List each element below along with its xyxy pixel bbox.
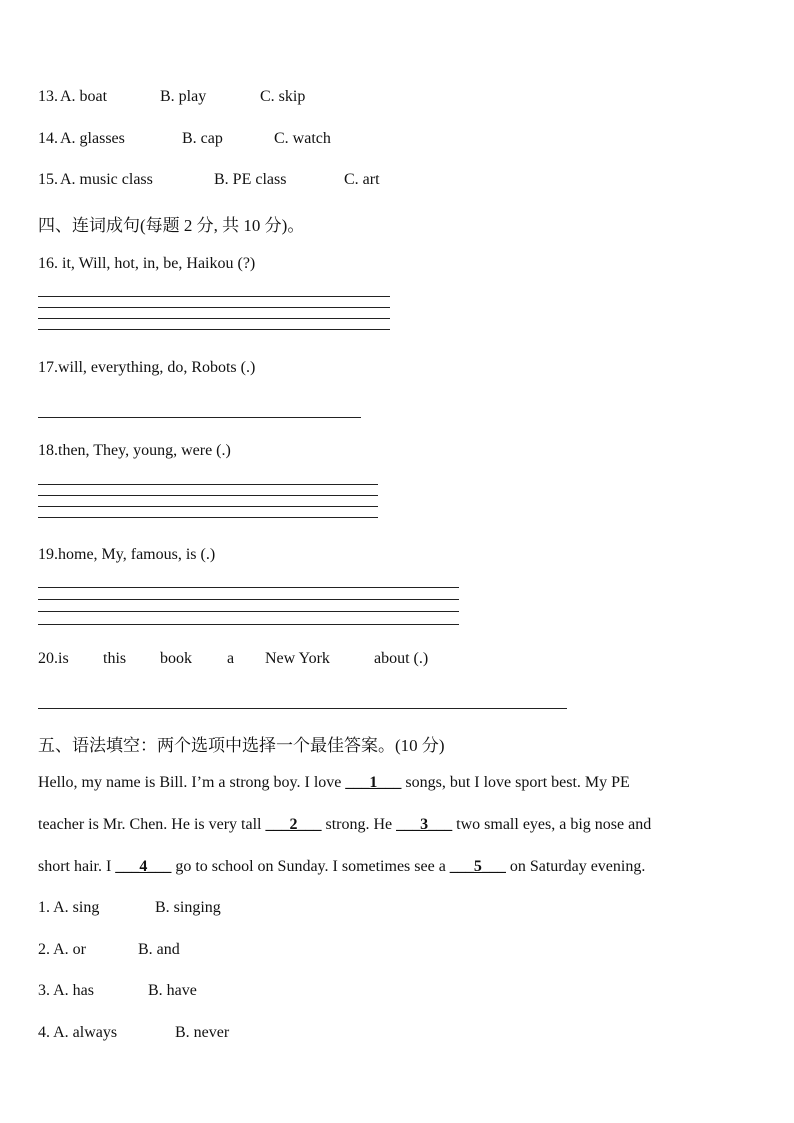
q13-number: 13. — [38, 88, 58, 105]
answer-line — [38, 495, 378, 496]
q14-option-b: B. cap — [182, 130, 223, 147]
q14-option-a: A. glasses — [60, 130, 125, 147]
answer-line — [38, 296, 390, 297]
blank-4[interactable]: ___4___ — [115, 858, 172, 875]
q20-word: about (.) — [374, 650, 429, 667]
passage-line-2 — [38, 816, 651, 834]
passage-text: two small eyes, a big nose and — [452, 816, 652, 833]
option-b[interactable]: B. and — [138, 941, 180, 958]
question-16: 16. it, Will, hot, in, be, Haikou (?) — [38, 255, 256, 272]
option-b[interactable]: B. never — [175, 1024, 230, 1041]
question-17: 17.will, everything, do, Robots (.) — [38, 359, 256, 376]
q14-number: 14. — [38, 130, 58, 147]
option-a[interactable]: 3. A. has — [38, 982, 94, 999]
option-a[interactable]: 1. A. sing — [38, 899, 100, 916]
answer-line — [38, 708, 567, 709]
passage-text: short hair. I — [38, 858, 116, 875]
question-19: 19.home, My, famous, is (.) — [38, 546, 216, 563]
answer-line — [38, 624, 459, 625]
q13-option-c: C. skip — [260, 88, 306, 105]
blank-2[interactable]: ___2___ — [265, 816, 322, 833]
q20-word: New York — [265, 650, 330, 667]
q15-number: 15. — [38, 171, 58, 188]
option-b[interactable]: B. have — [148, 982, 197, 999]
section4-heading: 四、连词成句(每题 2 分, 共 10 分)。 — [38, 216, 305, 235]
option-a[interactable]: 2. A. or — [38, 941, 86, 958]
passage-line-3 — [38, 858, 645, 876]
question-18: 18.then, They, young, were (.) — [38, 442, 231, 459]
answer-line — [38, 587, 459, 588]
blank-3[interactable]: ___3___ — [396, 816, 453, 833]
passage-text: go to school on Sunday. I sometimes see a — [171, 858, 450, 875]
passage-text: on Saturday evening. — [505, 858, 646, 875]
answer-line — [38, 417, 361, 418]
passage-text: strong. He — [321, 816, 397, 833]
passage-text: Hello, my name is Bill. I’m a strong boy. I love — [38, 774, 346, 791]
section5-heading: 五、语法填空：两个选项中选择一个最佳答案。(10 分) — [38, 736, 445, 755]
option-b[interactable]: B. singing — [155, 899, 221, 916]
answer-line — [38, 307, 390, 308]
answer-line — [38, 611, 459, 612]
answer-line — [38, 484, 378, 485]
answer-line — [38, 318, 390, 319]
q15-option-c: C. art — [344, 171, 380, 188]
q20-word: this — [103, 650, 127, 667]
q14-option-c: C. watch — [274, 130, 331, 147]
answer-line — [38, 517, 378, 518]
q13-option-b: B. play — [160, 88, 207, 105]
passage-text: songs, but I love sport best. My PE — [401, 774, 630, 791]
q20-word: book — [160, 650, 192, 667]
answer-line — [38, 506, 378, 507]
q20-word: a — [227, 650, 235, 667]
answer-line — [38, 599, 459, 600]
q15-option-a: A. music class — [60, 171, 153, 188]
answer-line — [38, 329, 390, 330]
option-a[interactable]: 4. A. always — [38, 1024, 118, 1041]
q20-number: 20.is — [38, 650, 69, 667]
passage-line-1 — [38, 774, 630, 792]
passage-text: teacher is Mr. Chen. He is very tall — [38, 816, 266, 833]
q15-option-b: B. PE class — [214, 171, 287, 188]
q13-option-a: A. boat — [60, 88, 108, 105]
blank-5[interactable]: ___5___ — [449, 858, 506, 875]
blank-1[interactable]: ___1___ — [345, 774, 402, 791]
